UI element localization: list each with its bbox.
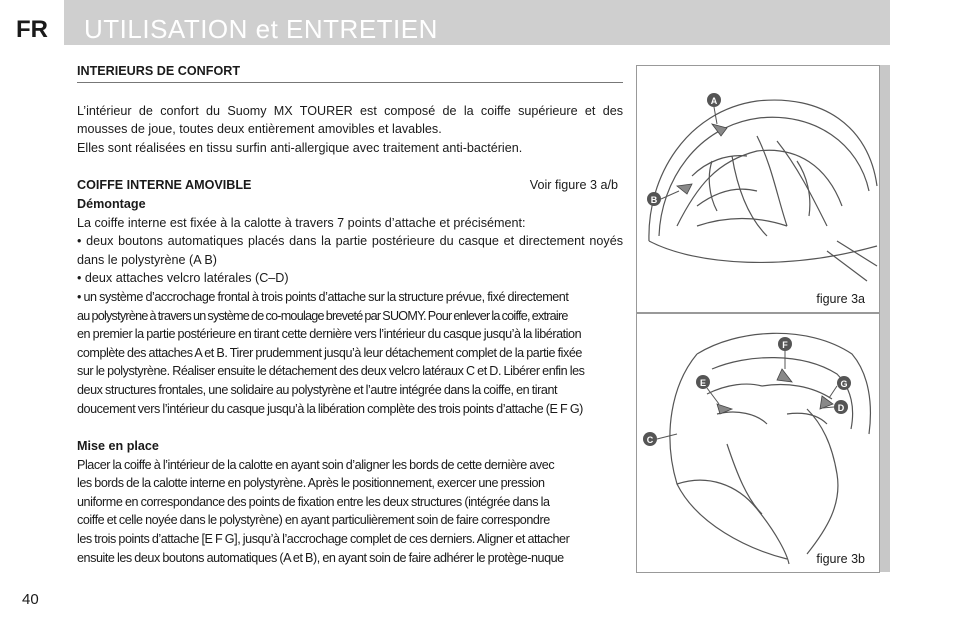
page-number: 40: [22, 591, 39, 608]
mise-line: les trois points d’attache [E F G], jusqu’à l’accrochage complet de ces derniers. Aligner et attacher: [77, 532, 570, 547]
coiffe-line: en premier la partie postérieure en tirant cette dernière vers l’intérieur du casque jusqu’à la libération: [77, 327, 582, 342]
coiffe-line: doucement vers l’intérieur du casque jusqu’à la libération complète des trois points d’attache (E F G): [77, 401, 583, 416]
figure-3a-caption: figure 3a: [816, 292, 865, 306]
section-title: INTERIEURS DE CONFORT: [77, 62, 623, 83]
coiffe-line: • un système d’accrochage frontal à trois points d’attache sur la structure prévue, fixé directement: [77, 289, 569, 304]
callout-f: [778, 337, 792, 369]
mise-en-place-title: Mise en place: [77, 439, 159, 454]
callout-a: [707, 93, 721, 124]
coiffe-line: deux structures frontales, une solidaire au polystyrène et l’autre intégrée dans la coiffe, en tirant: [77, 382, 558, 397]
figure-3b-caption: figure 3b: [816, 552, 865, 566]
intro-paragraph-2: Elles sont réalisées en tissu surfin anti-allergique avec traitement anti-bactérien.: [77, 140, 523, 155]
callout-label-f: F: [782, 340, 788, 350]
callout-label-c: C: [646, 435, 654, 445]
callout-label-a: A: [710, 96, 718, 106]
callout-g: [829, 376, 851, 398]
main-text-column: [77, 62, 623, 567]
callout-c: [643, 432, 677, 446]
helmet-interior-illustration-3b: [637, 314, 879, 572]
mise-line: Placer la coiffe à l’intérieur de la calotte en ayant soin d’aligner les bords de cette dernière avec: [77, 457, 555, 472]
intro-paragraph-1: L’intérieur de confort du Suomy MX TOURER est composé de la coiffe supérieure et des mousses de joue, toutes deux entièrement amovibles et lavables.: [77, 103, 623, 137]
demontage-title: Démontage: [77, 196, 146, 211]
figure-3b: [636, 313, 880, 573]
coiffe-line: complète des attaches A et B. Tirer prudemment jusqu’à leur détachement complet de la partie fixée: [77, 345, 582, 360]
mise-line: ensuite les deux boutons automatiques (A et B), en ayant soin de faire adhérer le protège-nuque: [77, 550, 564, 565]
coiffe-line: • deux boutons automatiques placés dans la partie postérieure du casque et directement noyés dans le polystyrène (A B): [77, 234, 623, 267]
coiffe-line: • deux attaches velcro latérales (C–D): [77, 271, 289, 286]
callout-b: [647, 191, 679, 206]
mise-line: coiffe et celle noyée dans le polystyrène) en ayant particulièrement soin de faire correspondre: [77, 513, 550, 528]
coiffe-line: sur le polystyrène. Réaliser ensuite le détachement des deux velcro latéraux C et D. Libérer enfin les: [77, 364, 585, 379]
mise-line: uniforme en correspondance des points de fixation entre les deux structures (intégrée dans la: [77, 494, 550, 509]
callout-label-e: E: [699, 378, 707, 388]
coiffe-title: COIFFE INTERNE AMOVIBLE: [77, 178, 252, 193]
coiffe-line: au polystyrène à travers un système de co-moulage breveté par SUOMY. Pour enlever la coiffe, extraire: [77, 308, 568, 323]
mise-line: les bords de la calotte interne en polystyrène. Après le positionnement, exercer une pression: [77, 476, 545, 491]
page-title: UTILISATION et ENTRETIEN: [84, 14, 438, 44]
figure-reference: Voir figure 3 a/b: [529, 178, 618, 193]
helmet-interior-illustration-3a: [637, 66, 879, 312]
figure-3a: [636, 65, 880, 313]
coiffe-line: La coiffe interne est fixée à la calotte à travers 7 points d’attache et précisément:: [77, 215, 526, 230]
language-code: FR: [16, 16, 48, 43]
callout-label-g: G: [840, 379, 848, 389]
callout-label-d: D: [837, 403, 845, 413]
coiffe-heading-row: [77, 176, 623, 195]
callout-e: [696, 375, 719, 404]
callout-label-b: B: [650, 195, 658, 205]
